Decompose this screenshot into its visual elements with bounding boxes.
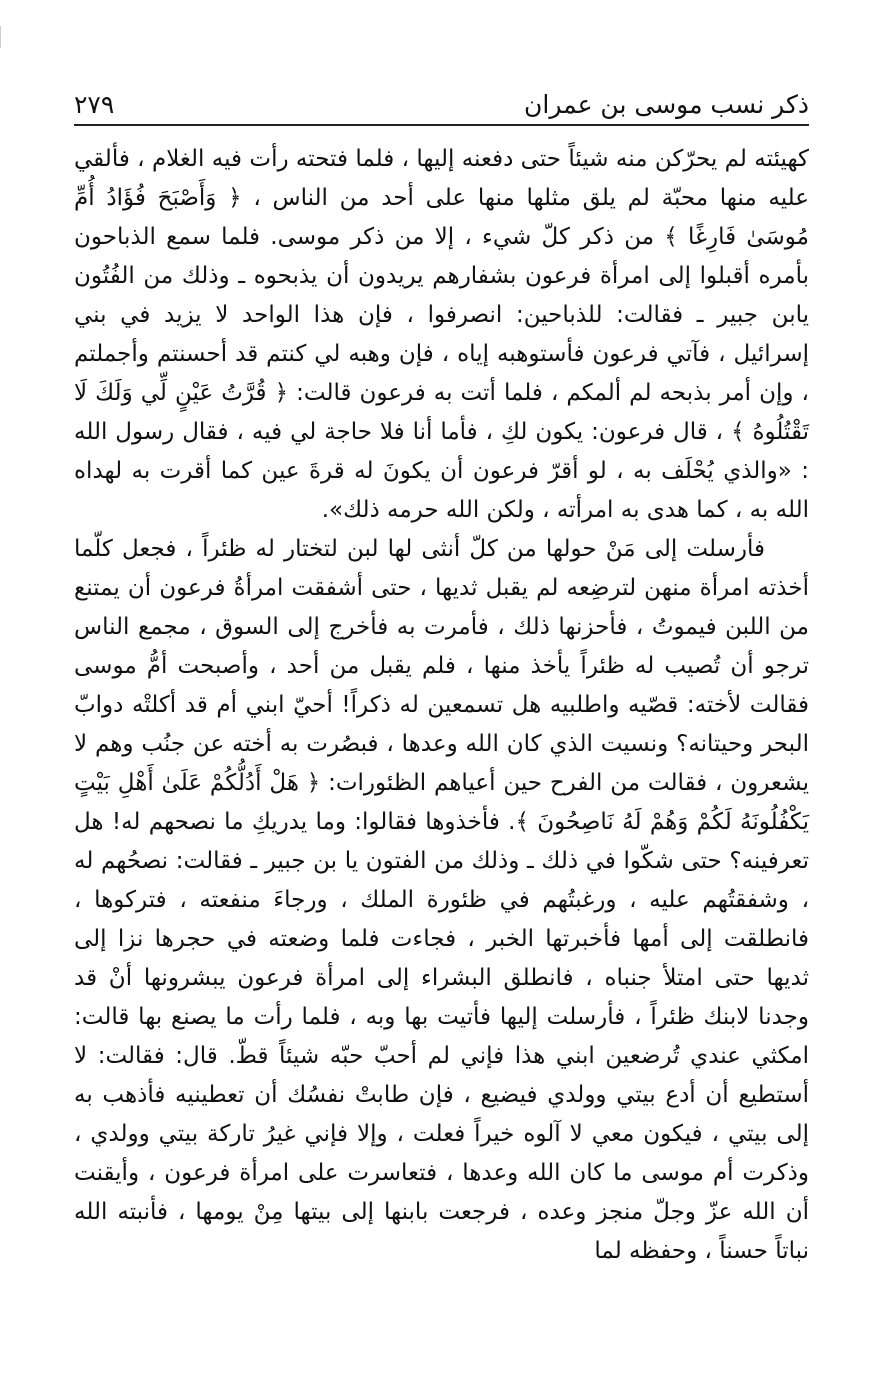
header-rule — [74, 124, 809, 126]
text-segment: من ذكر كلّ شيء ، إلا من ذكر موسى. فلما سمع الذباحون بأمره أقبلوا إلى امرأة فرعون بشفارهم يريدون أن يذبحوه ـ وذلك من الفُتُون يابن جبير ـ فقالت: للذباحين: انصرفوا ، فإن هذا الواحد لا يزيد في بني إسرائيل ، فآتي فرعون فأستوهبه إياه ، فإن وهبه لي كنتم قد أحسنتم وأجملتم ، وإن أمر بذبحه لم ألمكم ، فلما أتت به فرعون قالت: — [74, 224, 809, 406]
page-header — [74, 80, 809, 120]
text-segment: ، قال فرعون: يكون لكِ ، فأما أنا فلا حاجة لي فيه ، فقال رسول الله : «والذي يُحْلَف به ، لو أقرّ فرعون أن يكونَ له قرةَ عين كما أقرت به لهداه الله به ، كما هدى به امرأته ، ولكن الله حرمه ذلك». — [74, 419, 809, 523]
running-title: ذكر نسب موسى بن عمران — [524, 90, 809, 119]
text-segment: كهيئته لم يحرّكن منه شيئاً حتى دفعنه إليها ، فلما فتحته رأت فيه الغلام ، فألقي عليه منها محبّة لم يلق مثلها منها على أحد من الناس ، — [74, 146, 809, 211]
quran-verse: ﴿ هَلْ أَدُلُّكُمْ عَلَىٰ أَهْلِ بَيْتٍ يَكْفُلُونَهُ لَكُمْ وَهُمْ لَهُ نَاصِحُونَ ﴾ — [74, 770, 809, 835]
body-text — [74, 140, 809, 1271]
margin-tick — [0, 26, 1, 48]
paragraph-1 — [74, 140, 809, 530]
page-number: ٢٧٩ — [74, 90, 115, 119]
paragraph-2 — [74, 530, 809, 1271]
text-segment: فأرسلت إلى مَنْ حولها من كلّ أنثى لها لبن لتختار له ظئراً ، فجعل كلّما أخذته امرأة منهن لترضِعه لم يقبل ثديها ، حتى أشفقت امرأةُ فرعون أن يمتنع من اللبن فيموتُ ، فأحزنها ذلك ، فأمرت به فأخرج إلى السوق ، مجمع الناس ترجو أن تُصيب له ظئراً يأخذ منها ، فلم يقبل من أحد ، وأصبحت أمُّ موسى فقالت لأخته: قصّيه واطلبيه هل تسمعين له ذكراً! أحيّ ابني أم قد أكلتْه دوابّ البحر وحيتانه؟ ونسيت الذي كان الله وعدها ، فبصُرت به أخته عن جنُب وهم لا يشعرون ، فقالت من الفرح حين أعياهم الظئورات: — [74, 536, 809, 796]
quran-verse: ﴿ قُرَّتُ عَيْنٍ لِّي وَلَكَ لَا تَقْتُلُوهُ ﴾ — [74, 380, 810, 445]
quran-verse: ﴿ وَأَصْبَحَ فُؤَادُ أُمِّ مُوسَىٰ فَارِغًا ﴾ — [74, 185, 810, 250]
text-segment: . فأخذوها فقالوا: وما يدريكِ ما نصحهم له! هل تعرفينه؟ حتى شكّوا في ذلك ـ وذلك من الفتون يا بن جبير ـ فقالت: نصحُهم له ، وشفقتُهم عليه ، ورغبتُهم في ظئورة الملك ، ورجاءَ منفعته ، فتركوها ، فانطلقت إلى أمها فأخبرتها الخبر ، فجاءت فلما وضعته في حجرها نزا إلى ثديها حتى امتلأ جنباه ، فانطلق البشراء إلى امرأة فرعون يبشرونها أنْ قد وجدنا لابنك ظئراً ، فأرسلت إليها فأتيت بها وبه ، فلما رأت ما يصنع بها قالت: امكثي عندي تُرضعين ابني هذا فإني لم أحبّ حبّه شيئاً قطّ. قال: فقالت: لا أستطيع أن أدع بيتي وولدي فيضيع ، فإن طابتْ نفسُك أن تعطينيه فأذهب به إلى بيتي ، فيكون معي لا آلوه خيراً فعلت ، وإلا فإني غيرُ تاركة بيتي وولدي ، وذكرت أم موسى ما كان الله وعدها ، فتعاسرت على امرأة فرعون ، وأيقنت أن الله عزّ وجلّ منجز وعده ، فرجعت بابنها إلى بيتها مِنْ يومها ، فأنبته الله نباتاً حسناً ، وحفظه لما — [74, 809, 809, 1264]
